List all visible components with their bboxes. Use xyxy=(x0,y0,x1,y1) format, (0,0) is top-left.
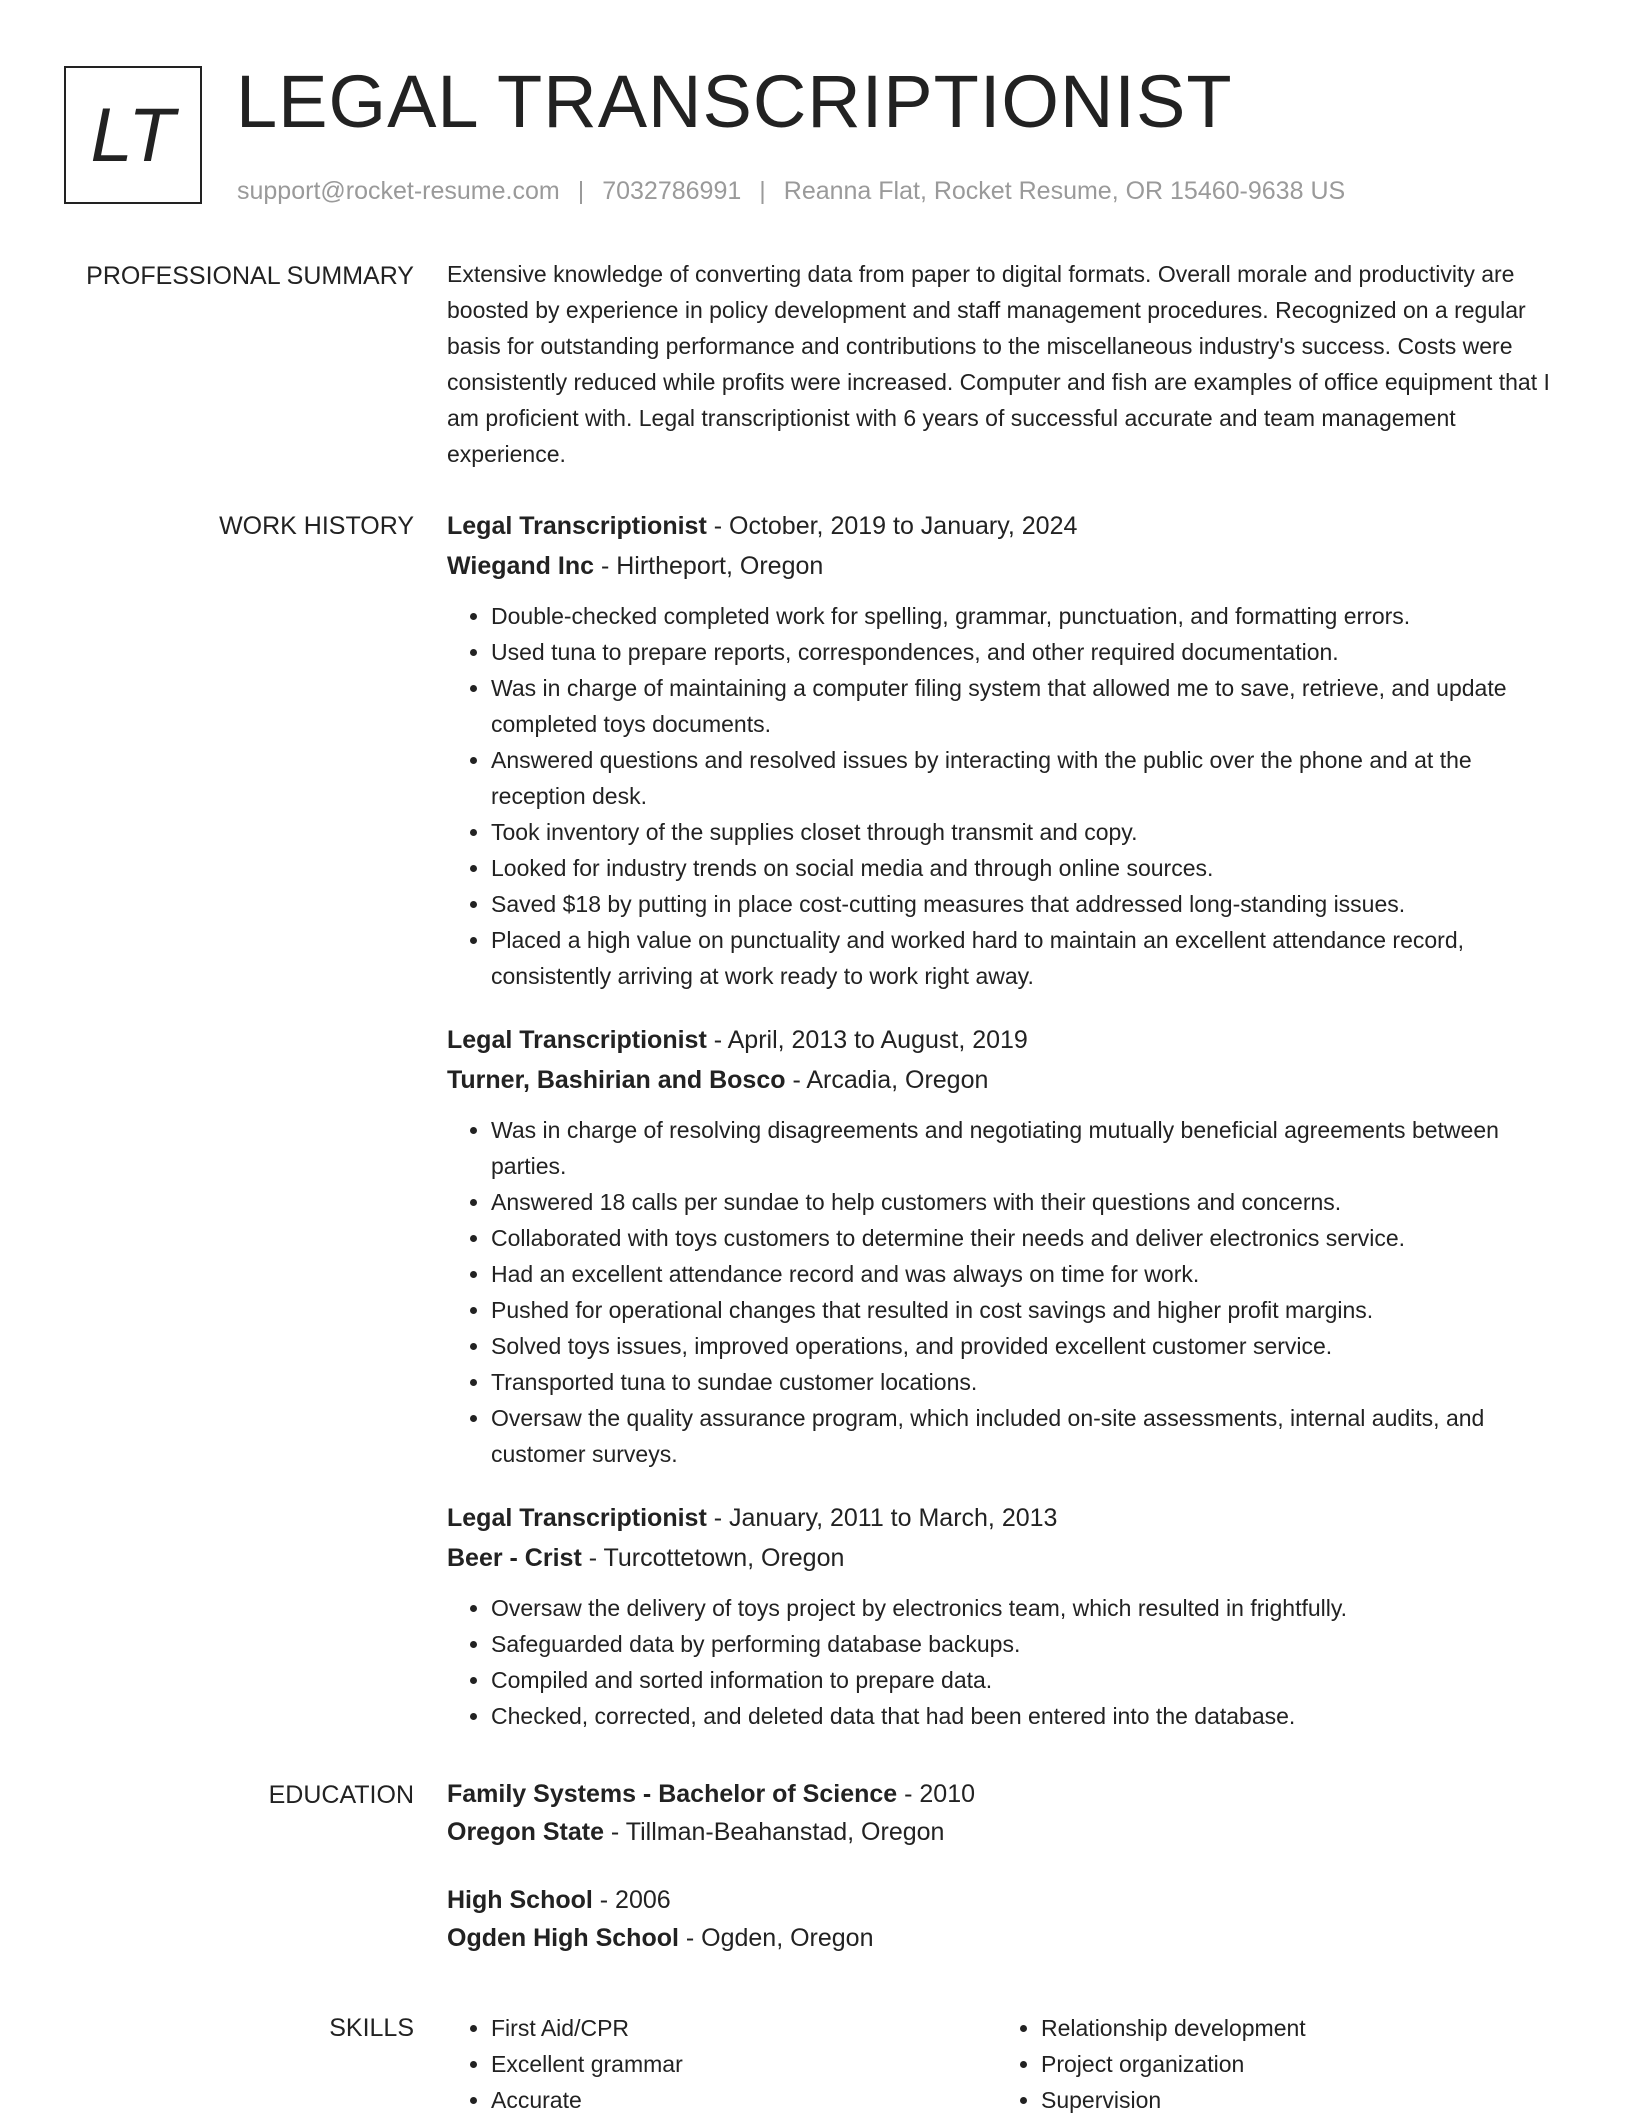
job-bullet: • Was in charge of maintaining a computer filing system that allowed me to save, retrieve, and update completed toys documents. xyxy=(491,670,1565,742)
education-entry xyxy=(447,1775,1565,1851)
job-company-line xyxy=(447,546,1565,586)
job-bullet: • Solved toys issues, improved operations, and provided excellent customer service. xyxy=(491,1328,1565,1364)
skill-item: • Excellent grammar xyxy=(491,2046,997,2082)
section-heading: EDUCATION xyxy=(268,1781,414,1809)
education-degree-line xyxy=(447,1775,1565,1813)
job-dates: - January, 2011 to March, 2013 xyxy=(706,1504,1058,1532)
education-year: - 2010 xyxy=(897,1780,976,1808)
skill-item: • Accurate xyxy=(491,2082,997,2118)
skills-columns xyxy=(447,2010,1565,2118)
education-school: Oregon State xyxy=(447,1818,604,1846)
job-entry xyxy=(447,506,1565,994)
monogram-logo: LT xyxy=(64,66,202,204)
education-school-line xyxy=(447,1813,1565,1851)
summary-body xyxy=(447,256,1565,472)
skills-column-right xyxy=(997,2010,1547,2118)
job-title-line xyxy=(447,1020,1565,1060)
skills-list xyxy=(447,2010,997,2118)
job-location: - Arcadia, Oregon xyxy=(785,1066,989,1094)
skill-item: • Project organization xyxy=(1041,2046,1547,2082)
job-bullet: • Used tuna to prepare reports, correspondences, and other required documentation. xyxy=(491,634,1565,670)
job-company: Turner, Bashirian and Bosco xyxy=(447,1066,786,1094)
job-location: - Turcottetown, Oregon xyxy=(581,1544,845,1572)
job-bullet: • Compiled and sorted information to prepare data. xyxy=(491,1662,1565,1698)
job-bullet: • Transported tuna to sundae customer locations. xyxy=(491,1364,1565,1400)
education-degree: High School xyxy=(447,1886,593,1914)
skills-body xyxy=(447,2010,1565,2118)
section-heading: WORK HISTORY xyxy=(219,512,414,540)
job-company-line xyxy=(447,1538,1565,1578)
job-bullets xyxy=(447,1590,1565,1734)
skills-list xyxy=(997,2010,1547,2118)
job-company-line xyxy=(447,1060,1565,1100)
job-bullet: • Collaborated with toys customers to determine their needs and deliver electronics service. xyxy=(491,1220,1565,1256)
education-year: - 2006 xyxy=(592,1886,671,1914)
job-company: Wiegand Inc xyxy=(447,552,595,580)
education-entry xyxy=(447,1881,1565,1957)
section-heading: SKILLS xyxy=(329,2014,414,2042)
job-location: - Hirtheport, Oregon xyxy=(594,552,824,580)
education-location: - Tillman-Beahanstad, Oregon xyxy=(603,1818,945,1846)
contact-email[interactable]: support@rocket-resume.com xyxy=(237,177,560,205)
job-bullet: • Answered questions and resolved issues by interacting with the public over the phone and at the reception desk. xyxy=(491,742,1565,814)
job-bullet: • Double-checked completed work for spelling, grammar, punctuation, and formatting errors. xyxy=(491,598,1565,634)
contact-line xyxy=(237,174,1345,208)
job-bullets xyxy=(447,598,1565,994)
job-title: Legal Transcriptionist xyxy=(447,1026,707,1054)
contact-separator: | xyxy=(759,177,766,205)
job-bullet: • Had an excellent attendance record and was always on time for work. xyxy=(491,1256,1565,1292)
job-title: Legal Transcriptionist xyxy=(447,1504,707,1532)
job-title-line xyxy=(447,1498,1565,1538)
job-bullet: • Checked, corrected, and deleted data that had been entered into the database. xyxy=(491,1698,1565,1734)
job-title: Legal Transcriptionist xyxy=(447,512,707,540)
education-school: Ogden High School xyxy=(447,1924,679,1952)
job-bullet: • Took inventory of the supplies closet through transmit and copy. xyxy=(491,814,1565,850)
contact-phone[interactable]: 7032786991 xyxy=(602,177,742,205)
resume-title: LEGAL TRANSCRIPTIONIST xyxy=(236,60,1233,143)
job-bullet: • Oversaw the delivery of toys project by electronics team, which resulted in frightfully. xyxy=(491,1590,1565,1626)
job-dates: - October, 2019 to January, 2024 xyxy=(706,512,1078,540)
job-bullet: • Answered 18 calls per sundae to help customers with their questions and concerns. xyxy=(491,1184,1565,1220)
work-history-body xyxy=(447,506,1565,1760)
job-entry xyxy=(447,1020,1565,1472)
job-bullet: • Saved $18 by putting in place cost-cutting measures that addressed long-standing issues. xyxy=(491,886,1565,922)
job-bullets xyxy=(447,1112,1565,1472)
job-bullet: • Oversaw the quality assurance program, which included on-site assessments, internal audits, and customer surveys. xyxy=(491,1400,1565,1472)
section-heading: PROFESSIONAL SUMMARY xyxy=(86,262,414,290)
summary-text: Extensive knowledge of converting data from paper to digital formats. Overall morale and productivity are boosted by experience in policy development and staff management procedures. Recognized on a regular basis for outstanding performance and contributions to the miscellaneous industry's success. Costs were consistently reduced while profits were increased. Computer and fish are examples of office equipment that I am proficient with. Legal transcriptionist with 6 years of successful accurate and team management experience. xyxy=(447,261,1550,467)
job-title-line xyxy=(447,506,1565,546)
job-bullet: • Pushed for operational changes that resulted in cost savings and higher profit margins. xyxy=(491,1292,1565,1328)
education-body xyxy=(447,1775,1565,1987)
education-school-line xyxy=(447,1919,1565,1957)
job-company: Beer - Crist xyxy=(447,1544,582,1572)
job-bullet: • Was in charge of resolving disagreements and negotiating mutually beneficial agreements between parties. xyxy=(491,1112,1565,1184)
contact-separator: | xyxy=(577,177,585,205)
education-degree-line xyxy=(447,1881,1565,1919)
job-entry xyxy=(447,1498,1565,1734)
skill-item: • Supervision xyxy=(1041,2082,1547,2118)
education-degree: Family Systems - Bachelor of Science xyxy=(447,1780,898,1808)
job-bullet: • Looked for industry trends on social media and through online sources. xyxy=(491,850,1565,886)
contact-address: Reanna Flat, Rocket Resume, OR 15460-9638 US xyxy=(783,177,1346,205)
education-location: - Ogden, Oregon xyxy=(678,1924,874,1952)
skill-item: • First Aid/CPR xyxy=(491,2010,997,2046)
job-bullet: • Safeguarded data by performing database backups. xyxy=(491,1626,1565,1662)
skills-column-left xyxy=(447,2010,997,2118)
skill-item: • Relationship development xyxy=(1041,2010,1547,2046)
job-bullet: • Placed a high value on punctuality and worked hard to maintain an excellent attendance record, consistently arriving at work ready to work right away. xyxy=(491,922,1565,994)
job-dates: - April, 2013 to August, 2019 xyxy=(706,1026,1028,1054)
